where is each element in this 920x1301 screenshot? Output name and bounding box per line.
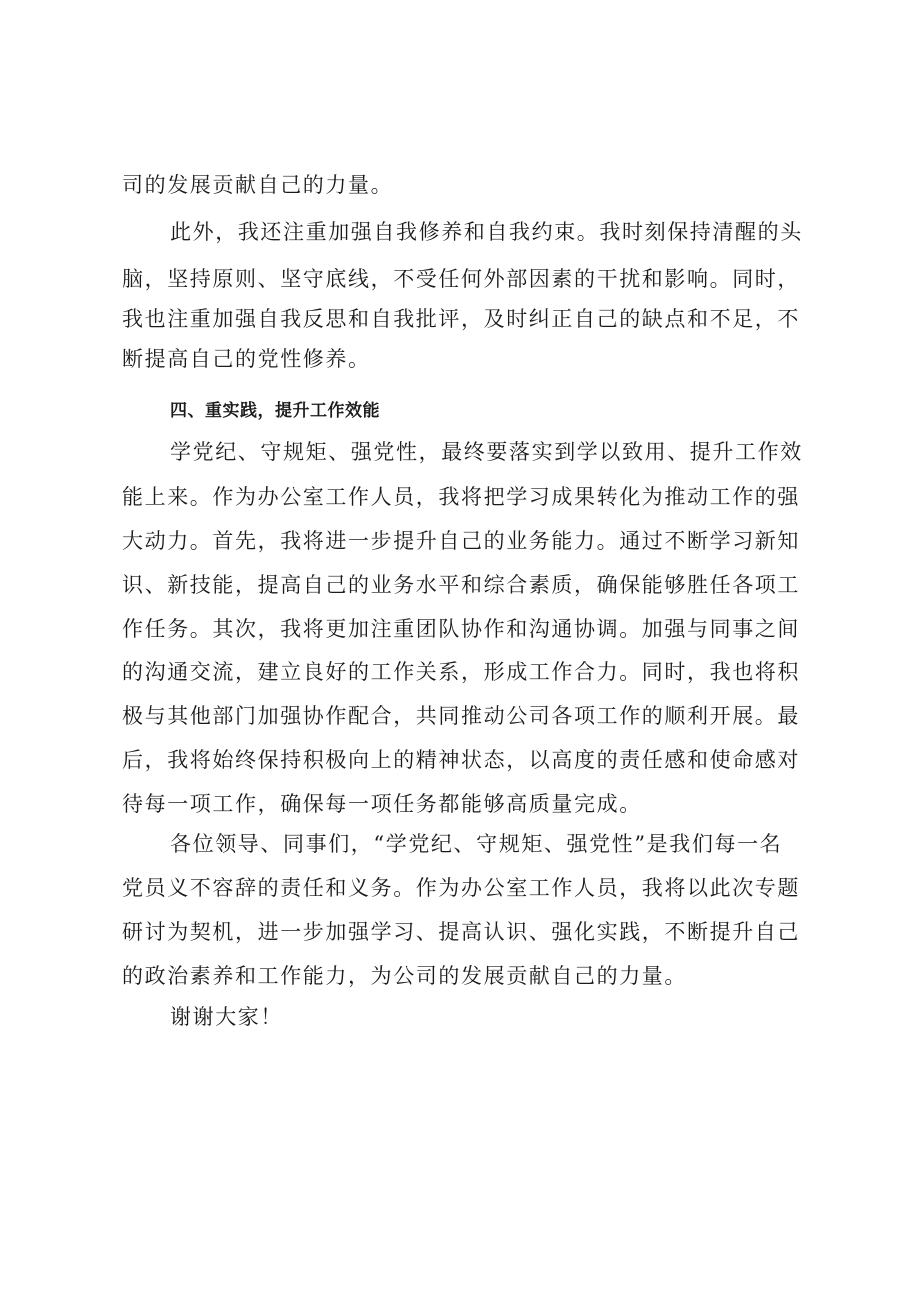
paragraph-first-line: 此外，我还注重加强自我修养和自我约束。我时刻保持清醒的头 — [170, 220, 803, 244]
text-line: 断提高自己的党性修养。 — [122, 347, 371, 371]
text-line: 极与其他部门加强协作配合，共同推动公司各项工作的顺利开展。最 — [122, 704, 800, 728]
text-line: 的沟通交流，建立良好的工作关系，形成工作合力。同时，我也将积 — [122, 660, 800, 684]
text-line: 作任务。其次，我将更加注重团队协作和沟通协调。加强与同事之间 — [122, 617, 800, 641]
text-line: 脑，坚持原则、坚守底线，不受任何外部因素的干扰和影响。同时， — [122, 267, 800, 291]
text-line: 大动力。首先，我将进一步提升自己的业务能力。通过不断学习新知 — [122, 529, 800, 553]
text-line: 待每一项工作，确保每一项任务都能够高质量完成。 — [122, 792, 642, 816]
paragraph-first-line: 学党纪、守规矩、强党性，最终要落实到学以致用、提升工作效 — [170, 440, 803, 464]
paragraph-first-line: 各位领导、同事们，“学党纪、守规矩、强党性”是我们每一名 — [170, 832, 783, 856]
text-line: 识、新技能，提高自己的业务水平和综合素质，确保能够胜任各项工 — [122, 573, 800, 597]
closing-line: 谢谢大家！ — [170, 1005, 283, 1029]
section-heading: 四、重实践，提升工作效能 — [170, 401, 380, 421]
text-line: 司的发展贡献自己的力量。 — [122, 173, 394, 197]
text-line: 的政治素养和工作能力，为公司的发展贡献自己的力量。 — [122, 964, 687, 988]
text-line: 后，我将始终保持积极向上的精神状态，以高度的责任感和使命感对 — [122, 748, 800, 772]
text-line: 党员义不容辞的责任和义务。作为办公室工作人员，我将以此次专题 — [122, 876, 800, 900]
text-line: 研讨为契机，进一步加强学习、提高认识、强化实践，不断提升自己 — [122, 920, 800, 944]
text-line: 能上来。作为办公室工作人员，我将把学习成果转化为推动工作的强 — [122, 485, 800, 509]
text-line: 我也注重加强自我反思和自我批评，及时纠正自己的缺点和不足，不 — [122, 307, 800, 331]
